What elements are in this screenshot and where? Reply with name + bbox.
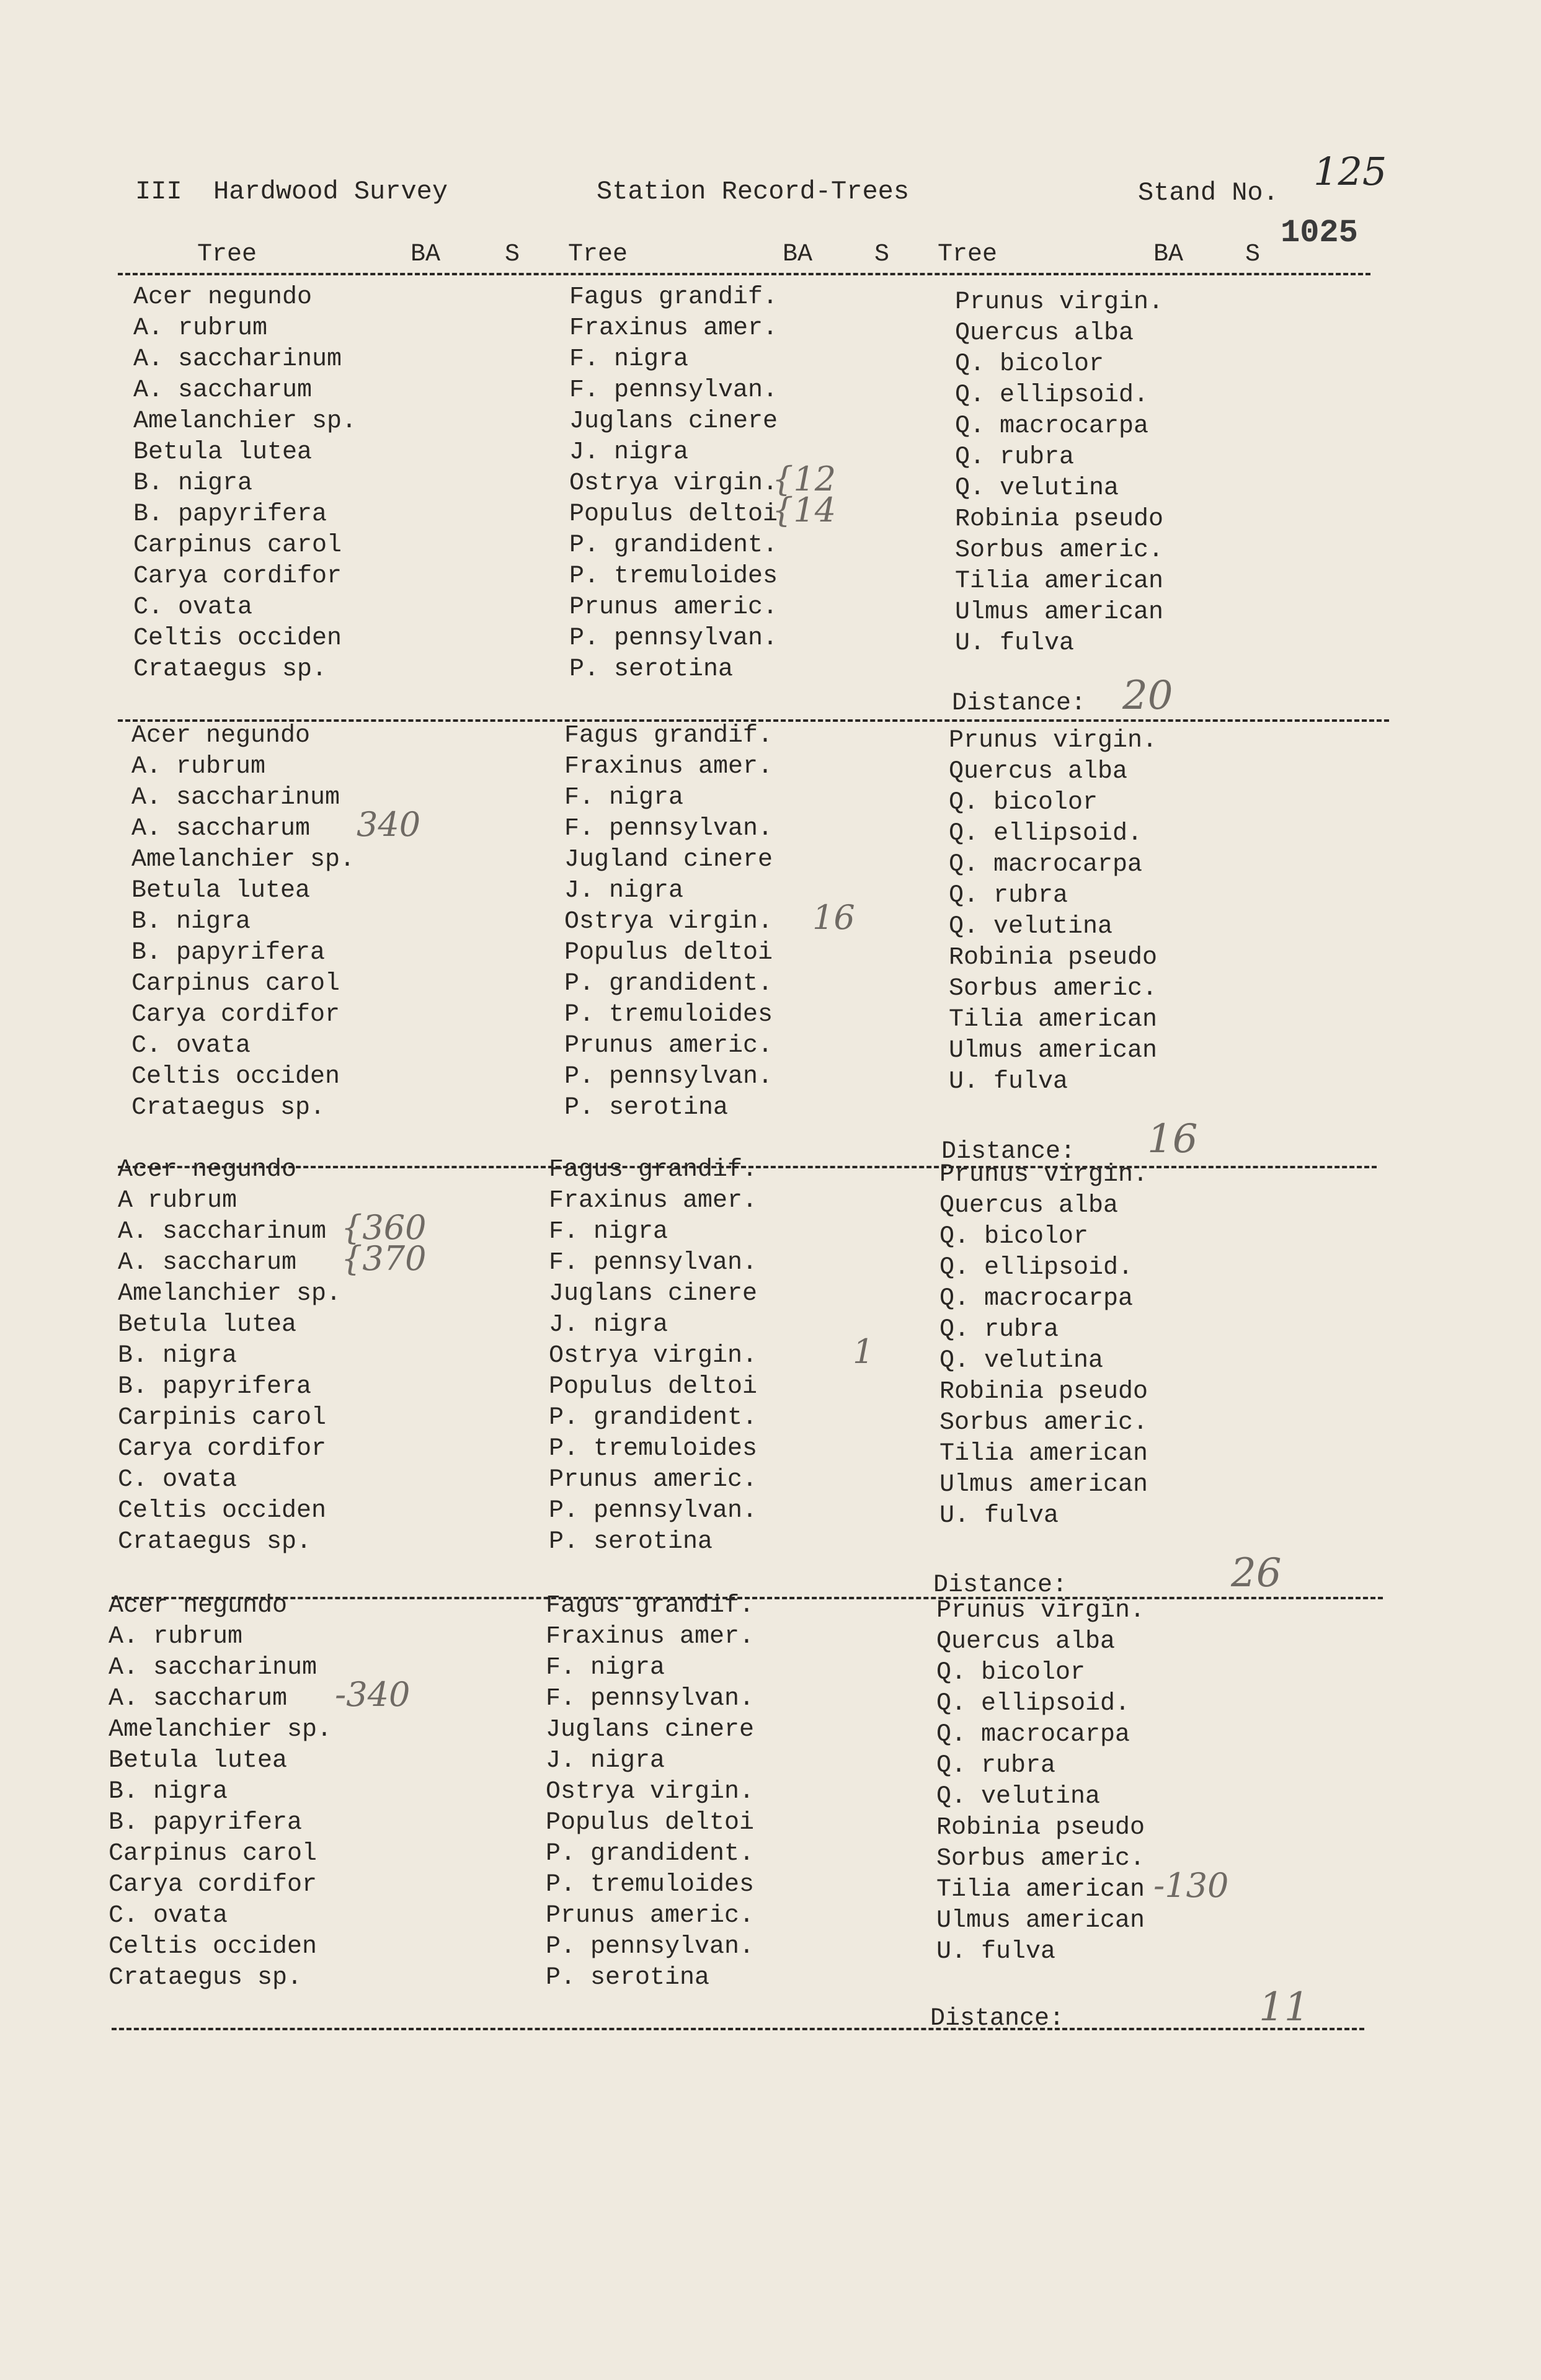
species-entry: Sorbus americ.: [939, 1409, 1148, 1437]
species-entry: Carpinus carol: [133, 531, 342, 559]
station-1-col1: [133, 282, 357, 685]
species-entry: B. papyrifera: [133, 500, 327, 528]
species-entry: Prunus virgin.: [939, 1161, 1148, 1189]
station-4-col1: [109, 1591, 332, 1994]
col1-ba-header: BA: [411, 241, 441, 269]
species-entry: Q. velutina: [949, 913, 1113, 941]
handwritten-note: -130: [1153, 1866, 1229, 1905]
species-entry: Robinia pseudo: [939, 1378, 1148, 1406]
col3-ba-header: BA: [1153, 241, 1184, 269]
species-entry: Celtis occiden: [131, 1063, 340, 1091]
species-entry: A. saccharinum: [109, 1654, 318, 1682]
species-entry: Q. ellipsoid.: [949, 820, 1143, 848]
species-entry: Sorbus americ.: [949, 975, 1158, 1003]
handwritten-note: 1: [853, 1332, 874, 1371]
species-entry: Prunus americ.: [546, 1902, 755, 1930]
species-entry: Ulmus american: [939, 1471, 1148, 1499]
species-entry: U. fulva: [955, 629, 1075, 657]
column-header-row: [0, 241, 1541, 272]
species-entry: Amelanchier sp.: [133, 407, 357, 435]
species-entry: Q. velutina: [936, 1783, 1101, 1811]
species-entry: Robinia pseudo: [955, 505, 1164, 533]
species-entry: B. papyrifera: [131, 939, 326, 967]
col2-s-header: S: [874, 241, 890, 269]
species-entry: Sorbus americ.: [936, 1845, 1145, 1873]
species-entry: B. nigra: [133, 469, 253, 497]
species-entry: Prunus virgin.: [955, 288, 1164, 316]
species-entry: Tilia american: [955, 567, 1164, 595]
stand-number-stamp: 1025: [1281, 215, 1358, 251]
col1-s-header: S: [505, 241, 520, 269]
distance-label: Distance:: [933, 1571, 1068, 1599]
species-entry: P. serotina: [549, 1528, 713, 1556]
species-entry: U. fulva: [939, 1502, 1059, 1530]
distance-value-handwritten: 16: [1147, 1116, 1198, 1162]
distance-value-handwritten: 20: [1122, 673, 1173, 719]
species-entry: P. grandident.: [546, 1840, 755, 1868]
species-entry: Q. ellipsoid.: [939, 1254, 1134, 1282]
col3-tree-header: Tree: [938, 241, 998, 269]
species-entry: Acer negundo: [118, 1156, 297, 1184]
distance-label: Distance:: [930, 2005, 1065, 2033]
distance-value-handwritten: 11: [1259, 1984, 1310, 2030]
species-entry: A rubrum: [118, 1187, 238, 1215]
species-entry: P. pennsylvan.: [569, 624, 778, 652]
species-entry: Q. rubra: [939, 1316, 1059, 1344]
station-3-col3: [939, 1160, 1148, 1532]
species-entry: P. pennsylvan.: [546, 1933, 755, 1961]
species-entry: Betula lutea: [131, 877, 311, 905]
col2-tree-header: Tree: [568, 241, 628, 269]
species-entry: F. pennsylvan.: [546, 1685, 755, 1713]
species-entry: B. nigra: [109, 1778, 228, 1806]
species-entry: Amelanchier sp.: [131, 846, 355, 874]
stand-label: Stand No.: [1138, 178, 1279, 208]
species-entry: Fraxinus amer.: [569, 314, 778, 342]
species-entry: Ulmus american: [949, 1037, 1158, 1065]
species-entry: P. tremuloides: [549, 1435, 758, 1463]
species-entry: B. nigra: [131, 908, 251, 936]
species-entry: Q. macrocarpa: [939, 1285, 1134, 1313]
species-entry: P. tremuloides: [564, 1001, 773, 1029]
stand-number-handwritten: 125: [1313, 149, 1387, 194]
species-entry: Fagus grandif.: [569, 283, 778, 311]
species-entry: P. pennsylvan.: [549, 1497, 758, 1525]
species-entry: Betula lutea: [109, 1747, 288, 1775]
species-entry: Q. bicolor: [955, 350, 1104, 378]
species-entry: P. grandident.: [549, 1404, 758, 1432]
station-1-col3: [955, 287, 1163, 659]
species-entry: Quercus alba: [955, 319, 1134, 347]
station-2-col1: [131, 721, 355, 1124]
record-title: Station Record-Trees: [597, 177, 910, 206]
species-entry: Q. macrocarpa: [949, 851, 1143, 879]
species-entry: Betula lutea: [118, 1311, 297, 1339]
col1-tree-header: Tree: [197, 241, 257, 269]
species-entry: Q. macrocarpa: [955, 412, 1149, 440]
species-entry: A. saccharum: [109, 1685, 288, 1713]
species-entry: A. rubrum: [131, 753, 266, 781]
species-entry: Populus deltoi: [569, 500, 778, 528]
species-entry: Carpinus carol: [131, 970, 340, 998]
species-entry: P. serotina: [569, 655, 734, 683]
species-entry: Q. bicolor: [936, 1659, 1086, 1687]
species-entry: Tilia american: [936, 1876, 1145, 1904]
species-entry: Amelanchier sp.: [118, 1280, 342, 1308]
species-entry: Quercus alba: [949, 758, 1128, 786]
species-entry: J. nigra: [549, 1311, 668, 1339]
species-entry: Crataegus sp.: [118, 1528, 312, 1556]
species-entry: Fagus grandif.: [564, 722, 773, 750]
species-entry: Acer negundo: [133, 283, 313, 311]
species-entry: A. saccharum: [133, 376, 313, 404]
species-entry: Sorbus americ.: [955, 536, 1164, 564]
species-entry: F. nigra: [546, 1654, 665, 1682]
species-entry: Crataegus sp.: [131, 1094, 326, 1122]
species-entry: Carpinus carol: [109, 1840, 318, 1868]
species-entry: U. fulva: [949, 1068, 1068, 1096]
species-entry: A. rubrum: [133, 314, 268, 342]
species-entry: Q. velutina: [955, 474, 1119, 502]
handwritten-note: 16: [812, 898, 855, 937]
species-entry: Acer negundo: [131, 722, 311, 750]
species-entry: Tilia american: [939, 1440, 1148, 1468]
species-entry: A. saccharinum: [131, 784, 340, 812]
species-entry: Ostrya virgin.: [549, 1342, 758, 1370]
species-entry: A. saccharinum: [118, 1218, 327, 1246]
species-entry: Celtis occiden: [133, 624, 342, 652]
species-entry: F. nigra: [569, 345, 689, 373]
species-entry: Carya cordifor: [118, 1435, 327, 1463]
species-entry: Q. rubra: [936, 1752, 1056, 1780]
species-entry: Prunus virgin.: [936, 1597, 1145, 1625]
species-entry: Juglans cinere: [549, 1280, 758, 1308]
species-entry: C. ovata: [109, 1902, 228, 1930]
handwritten-note: {370: [341, 1239, 427, 1278]
species-entry: Populus deltoi: [564, 939, 773, 967]
distance-label: Distance:: [952, 690, 1086, 717]
species-entry: Quercus alba: [936, 1628, 1116, 1656]
species-entry: Carya cordifor: [131, 1001, 340, 1029]
species-entry: F. nigra: [564, 784, 684, 812]
species-entry: F. pennsylvan.: [569, 376, 778, 404]
station-4-col2: [546, 1591, 754, 1994]
species-entry: Q. velutina: [939, 1347, 1104, 1375]
species-entry: Acer negundo: [109, 1592, 288, 1620]
species-entry: U. fulva: [936, 1938, 1056, 1966]
species-entry: Q. bicolor: [949, 789, 1098, 817]
col2-ba-header: BA: [783, 241, 813, 269]
species-entry: A. saccharum: [131, 815, 311, 843]
species-entry: Carya cordifor: [133, 562, 342, 590]
species-entry: F. pennsylvan.: [549, 1249, 758, 1277]
species-entry: Juglans cinere: [546, 1716, 755, 1744]
header-divider: [118, 273, 1370, 275]
species-entry: Fagus grandif.: [546, 1592, 755, 1620]
species-entry: Amelanchier sp.: [109, 1716, 332, 1744]
species-entry: A. saccharinum: [133, 345, 342, 373]
species-entry: Ostrya virgin.: [546, 1778, 755, 1806]
species-entry: Tilia american: [949, 1006, 1158, 1034]
species-entry: P. tremuloides: [546, 1871, 755, 1899]
species-entry: F. pennsylvan.: [564, 815, 773, 843]
species-entry: Q. macrocarpa: [936, 1721, 1130, 1749]
station-divider: [112, 2028, 1364, 2030]
species-entry: Carpinis carol: [118, 1404, 327, 1432]
species-entry: P. serotina: [564, 1094, 729, 1122]
species-entry: Q. rubra: [955, 443, 1075, 471]
species-entry: C. ovata: [131, 1032, 251, 1060]
species-entry: Fraxinus amer.: [564, 753, 773, 781]
distance-label: Distance:: [941, 1138, 1076, 1166]
species-entry: P. grandident.: [569, 531, 778, 559]
species-entry: Prunus americ.: [564, 1032, 773, 1060]
handwritten-note: {12: [772, 460, 837, 499]
species-entry: B. nigra: [118, 1342, 238, 1370]
species-entry: Q. ellipsoid.: [955, 381, 1149, 409]
survey-title: III Hardwood Survey: [135, 177, 448, 206]
species-entry: Q. rubra: [949, 882, 1068, 910]
station-2-col3: [949, 726, 1157, 1098]
species-entry: P. serotina: [546, 1964, 710, 1992]
distance-value-handwritten: 26: [1231, 1550, 1282, 1596]
station-2-col2: [564, 721, 773, 1124]
species-entry: J. nigra: [569, 438, 689, 466]
species-entry: Fraxinus amer.: [546, 1623, 755, 1651]
species-entry: Jugland cinere: [564, 846, 773, 874]
species-entry: Crataegus sp.: [133, 655, 327, 683]
species-entry: Quercus alba: [939, 1192, 1119, 1220]
species-entry: B. papyrifera: [109, 1809, 303, 1837]
species-entry: A. saccharum: [118, 1249, 297, 1277]
species-entry: Populus deltoi: [546, 1809, 755, 1837]
station-3-col2: [549, 1155, 757, 1558]
species-entry: Q. bicolor: [939, 1223, 1089, 1251]
handwritten-note: {14: [772, 491, 837, 530]
species-entry: Carya cordifor: [109, 1871, 318, 1899]
species-entry: Ostrya virgin.: [569, 469, 778, 497]
species-entry: J. nigra: [546, 1747, 665, 1775]
species-entry: Betula lutea: [133, 438, 313, 466]
species-entry: Juglans cinere: [569, 407, 778, 435]
handwritten-note: 340: [357, 805, 421, 844]
species-entry: B. papyrifera: [118, 1373, 312, 1401]
species-entry: Prunus virgin.: [949, 727, 1158, 755]
species-entry: J. nigra: [564, 877, 684, 905]
species-entry: Ulmus american: [955, 598, 1164, 626]
species-entry: Ulmus american: [936, 1907, 1145, 1935]
col3-s-header: S: [1245, 241, 1261, 269]
species-entry: P. tremuloides: [569, 562, 778, 590]
species-entry: Q. ellipsoid.: [936, 1690, 1130, 1718]
species-entry: Celtis occiden: [109, 1933, 318, 1961]
species-entry: Crataegus sp.: [109, 1964, 303, 1992]
species-entry: Prunus americ.: [549, 1466, 758, 1494]
species-entry: C. ovata: [118, 1466, 238, 1494]
species-entry: Ostrya virgin.: [564, 908, 773, 936]
species-entry: C. ovata: [133, 593, 253, 621]
species-entry: Celtis occiden: [118, 1497, 327, 1525]
handwritten-note: -340: [335, 1675, 411, 1714]
station-4-col3: [936, 1596, 1145, 1968]
species-entry: A. rubrum: [109, 1623, 243, 1651]
species-entry: Robinia pseudo: [949, 944, 1158, 972]
station-3-col1: [118, 1155, 341, 1558]
species-entry: Fagus grandif.: [549, 1156, 758, 1184]
species-entry: Prunus americ.: [569, 593, 778, 621]
species-entry: Fraxinus amer.: [549, 1187, 758, 1215]
species-entry: P. grandident.: [564, 970, 773, 998]
station-1-col2: [569, 282, 778, 685]
species-entry: F. nigra: [549, 1218, 668, 1246]
handwritten-note: {360: [341, 1208, 427, 1247]
species-entry: Robinia pseudo: [936, 1814, 1145, 1842]
species-entry: Populus deltoi: [549, 1373, 758, 1401]
species-entry: P. pennsylvan.: [564, 1063, 773, 1091]
